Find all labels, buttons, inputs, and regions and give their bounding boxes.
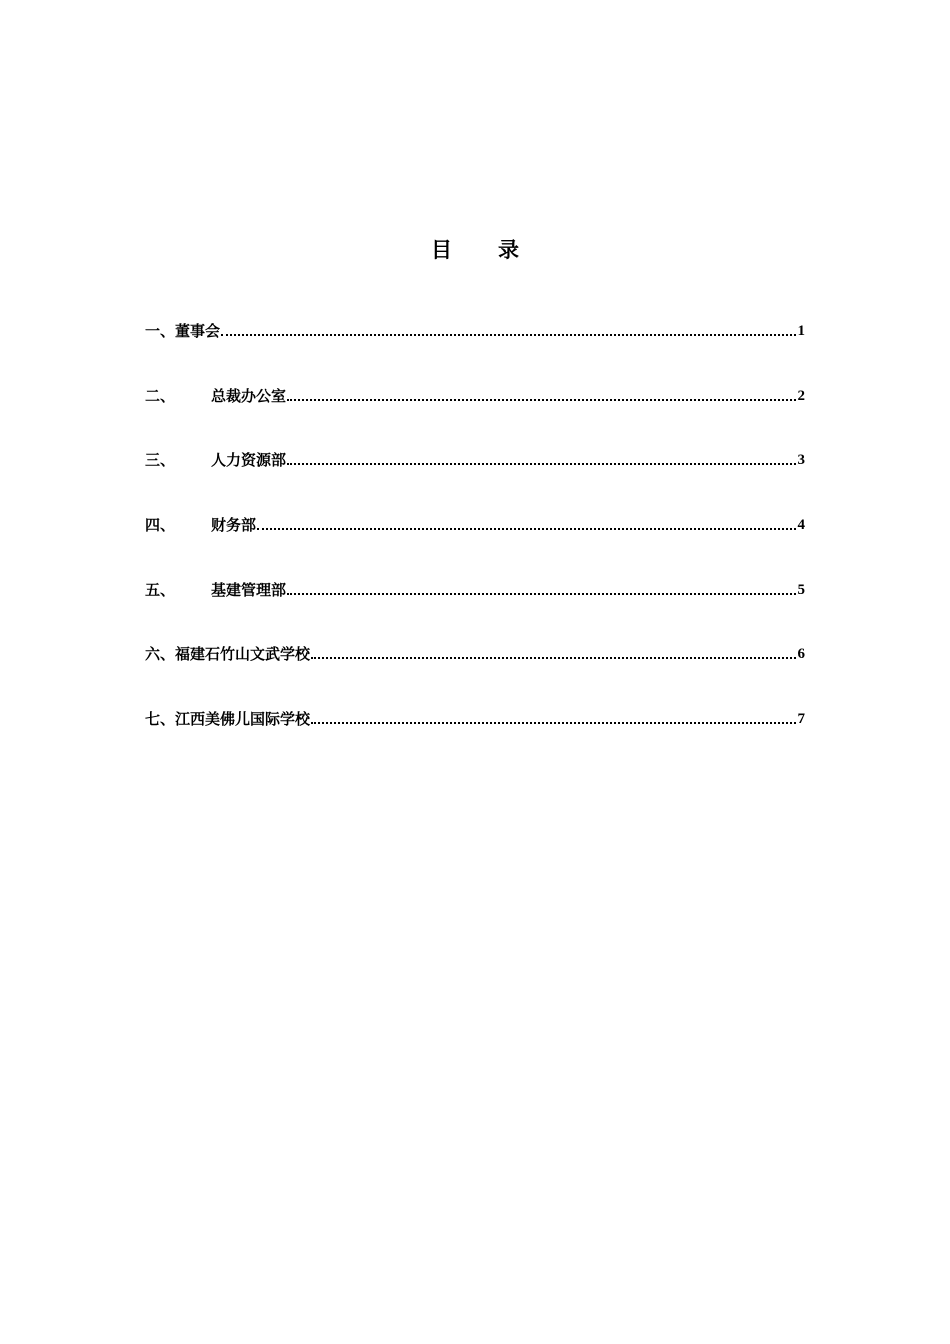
toc-entry-number: 一、 — [145, 322, 176, 340]
toc-entry-number: 四、 — [145, 516, 176, 535]
toc-entry-page: 5 — [797, 581, 805, 598]
toc-title-char-1: 目 — [431, 238, 452, 262]
toc-entry-page: 7 — [797, 711, 805, 728]
toc-entry[interactable] — [145, 706, 805, 732]
toc-entry[interactable] — [145, 512, 805, 538]
toc-entry-page: 2 — [797, 387, 805, 404]
toc-entry-text: 财务部 — [211, 516, 257, 535]
toc-entry-number: 七、 — [145, 710, 176, 729]
toc-entry-page: 6 — [797, 646, 805, 663]
toc-entry[interactable] — [145, 318, 805, 344]
toc-entry-number: 三、 — [145, 451, 176, 470]
toc-entry[interactable] — [145, 447, 805, 473]
toc-entry-text: 董事会 — [175, 322, 221, 340]
toc-dot-leader — [286, 383, 796, 409]
toc-dot-leader — [220, 318, 796, 344]
toc-dot-leader — [286, 577, 796, 603]
toc-entry-page: 1 — [797, 323, 805, 339]
toc-entry-number: 二、 — [145, 386, 176, 405]
toc-entry-number: 六、 — [145, 645, 176, 664]
toc-entry-page: 3 — [797, 452, 805, 469]
toc-entry-number: 五、 — [145, 580, 176, 599]
toc-entry[interactable] — [145, 577, 805, 603]
toc-entry[interactable] — [145, 641, 805, 667]
toc-title-char-2: 录 — [498, 238, 519, 262]
toc-title — [0, 236, 950, 264]
toc-entry-text: 江西美佛儿国际学校 — [175, 710, 311, 729]
toc-entry[interactable] — [145, 383, 805, 409]
toc-dot-leader — [286, 447, 796, 473]
toc-dot-leader — [256, 512, 796, 538]
toc-entry-text: 人力资源部 — [211, 451, 287, 470]
toc-entry-text: 福建石竹山文武学校 — [175, 645, 311, 664]
toc-list — [145, 318, 805, 771]
toc-dot-leader — [310, 641, 796, 667]
toc-entry-page: 4 — [797, 517, 805, 534]
toc-entry-text: 基建管理部 — [211, 580, 287, 599]
toc-entry-text: 总裁办公室 — [211, 386, 287, 405]
toc-dot-leader — [310, 706, 796, 732]
